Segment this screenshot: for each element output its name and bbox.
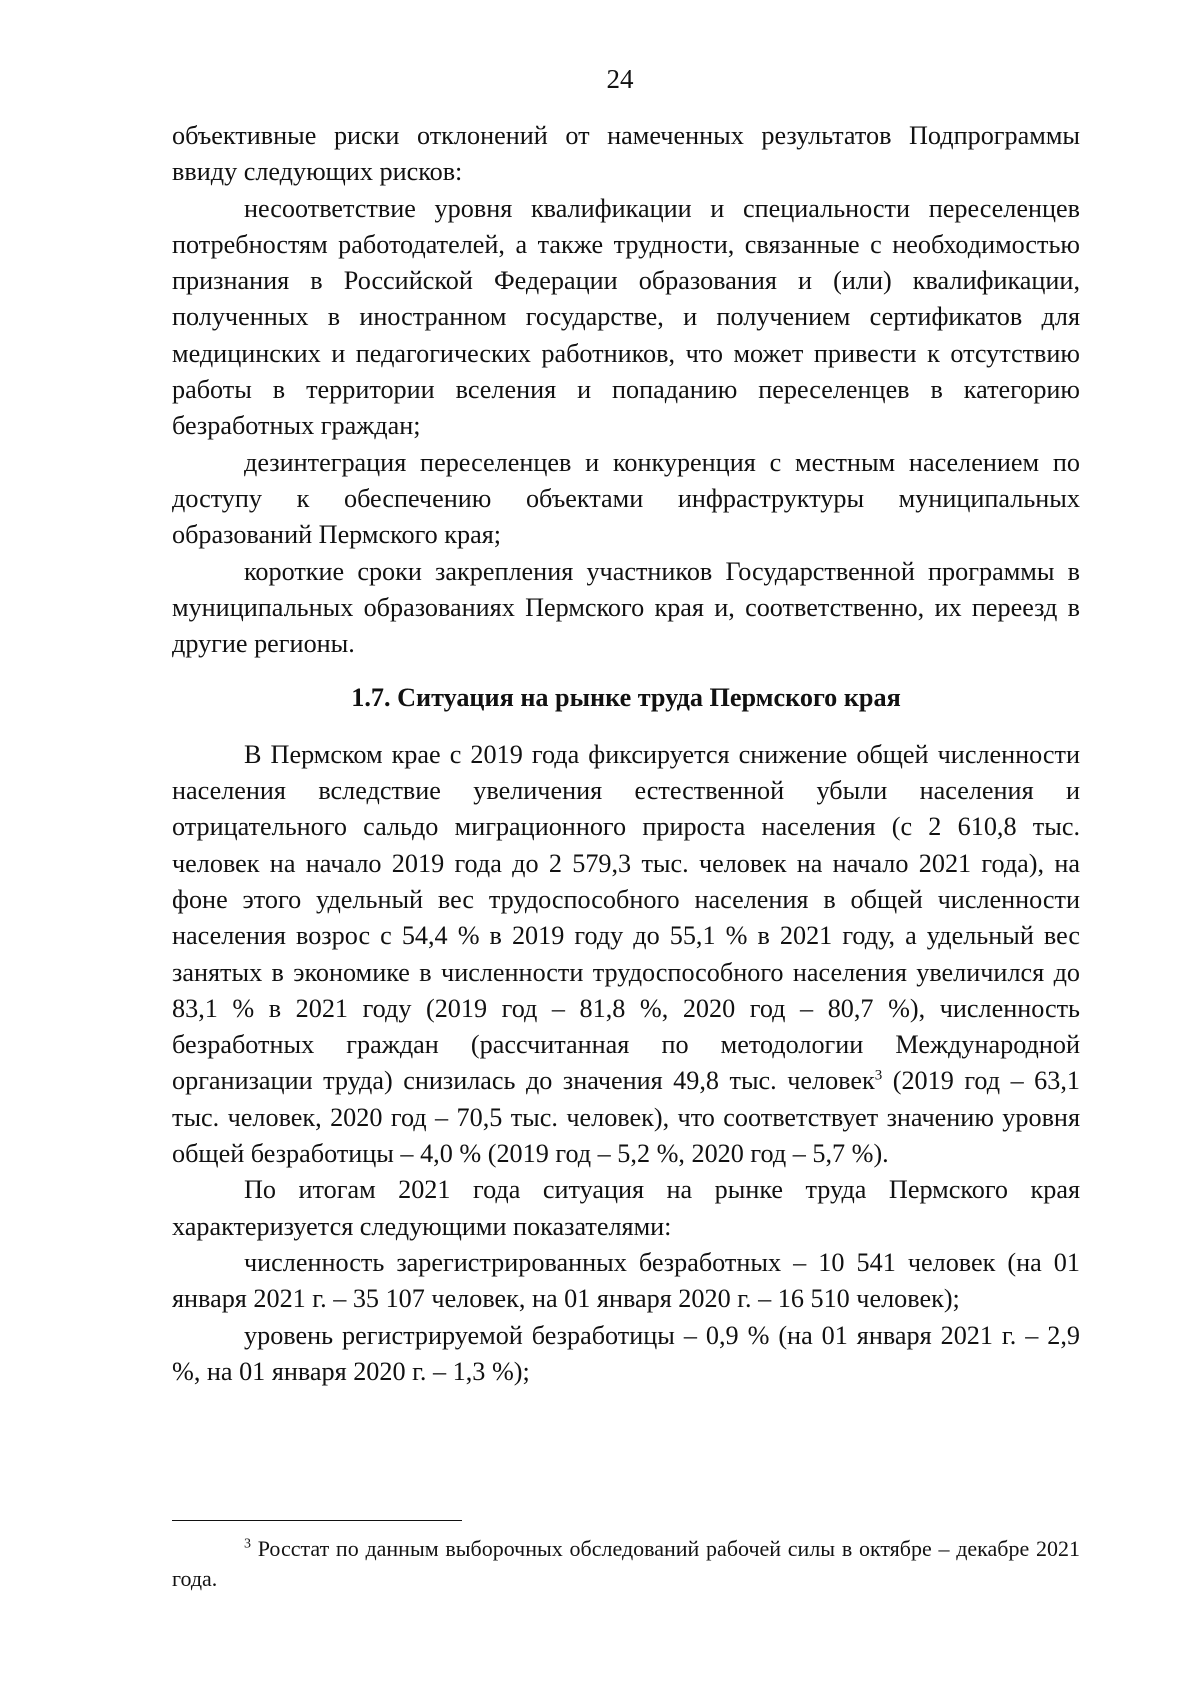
paragraph [172, 737, 1080, 1173]
paragraph: объективные риски отклонений от намеченных результатов Подпрограммы ввиду следующих рисков: [172, 121, 1080, 187]
footnote-separator [172, 1520, 462, 1521]
paragraph: уровень регистрируемой безработицы – 0,9 % (на 01 января 2021 г. – 2,9 %, на 01 января 2020 г. – 1,3 %); [172, 1320, 1080, 1386]
page-number: 24 [606, 64, 634, 94]
body-text [172, 118, 1080, 1390]
paragraph: короткие сроки закрепления участников Государственной программы в муниципальных образованиях Пермского края и, соответственно, их переезд в другие регионы. [172, 556, 1080, 659]
section-heading: 1.7. Ситуация на рынке труда Пермского края [351, 683, 901, 713]
paragraph-text: В Пермском крае с 2019 года фиксируется снижение общей численности населения вследствие увеличения естественной убыли населения и отрицательного сальдо миграционного прироста населения (с 2 610,8 тыс. человек на начало 2019 года до 2 579,3 тыс. человек на начало 2021 года), на фоне этого удельный вес трудоспособного населения в общей численности населения возрос с 54,4 % в 2019 году до 55,1 % в 2021 году, а удельный вес занятых в экономике в численности трудоспособного населения увеличился до 83,1 % в 2021 году (2019 год – 81,8 %, 2020 год – 80,7 %), численность безработных граждан (рассчитанная по методологии Международной организации труда) снизилась до значения 49,8 тыс. человек [172, 739, 1080, 1096]
paragraph: численность зарегистрированных безработных – 10 541 человек (на 01 января 2021 г. – 35 107 человек, на 01 января 2020 г. – 16 510 человек); [172, 1247, 1080, 1314]
footnote-text: Росстат по данным выборочных обследований рабочей силы в октябре – декабре 2021 года. [172, 1536, 1080, 1591]
paragraph-text: (2019 год – 63,1 тыс. человек, 2020 год – 70,5 тыс. человек), что соответствует значению уровня общей безработицы – 4,0 % (2019 год – 5,2 %, 2020 год – 5,7 %). [172, 1066, 1080, 1169]
paragraph: По итогам 2021 года ситуация на рынке труда Пермского края характеризуется следующими показателями: [172, 1175, 1080, 1241]
footnote-marker: 3 [244, 1536, 251, 1552]
footnote [172, 1534, 1080, 1594]
paragraph: дезинтеграция переселенцев и конкуренция с местным населением по доступу к обеспечению объектами инфраструктуры муниципальных образований Пермского края; [172, 447, 1080, 550]
paragraph: несоответствие уровня квалификации и специальности переселенцев потребностям работодателей, а также трудности, связанные с необходимостью признания в Российской Федерации образования и (или) квалификации, полученных в иностранном государстве, и получением сертификатов для медицинских и педагогических работников, что может привести к отсутствию работы в территории вселения и попаданию переселенцев в категорию безработных граждан; [172, 193, 1080, 441]
footnote-reference: 3 [874, 1067, 883, 1084]
